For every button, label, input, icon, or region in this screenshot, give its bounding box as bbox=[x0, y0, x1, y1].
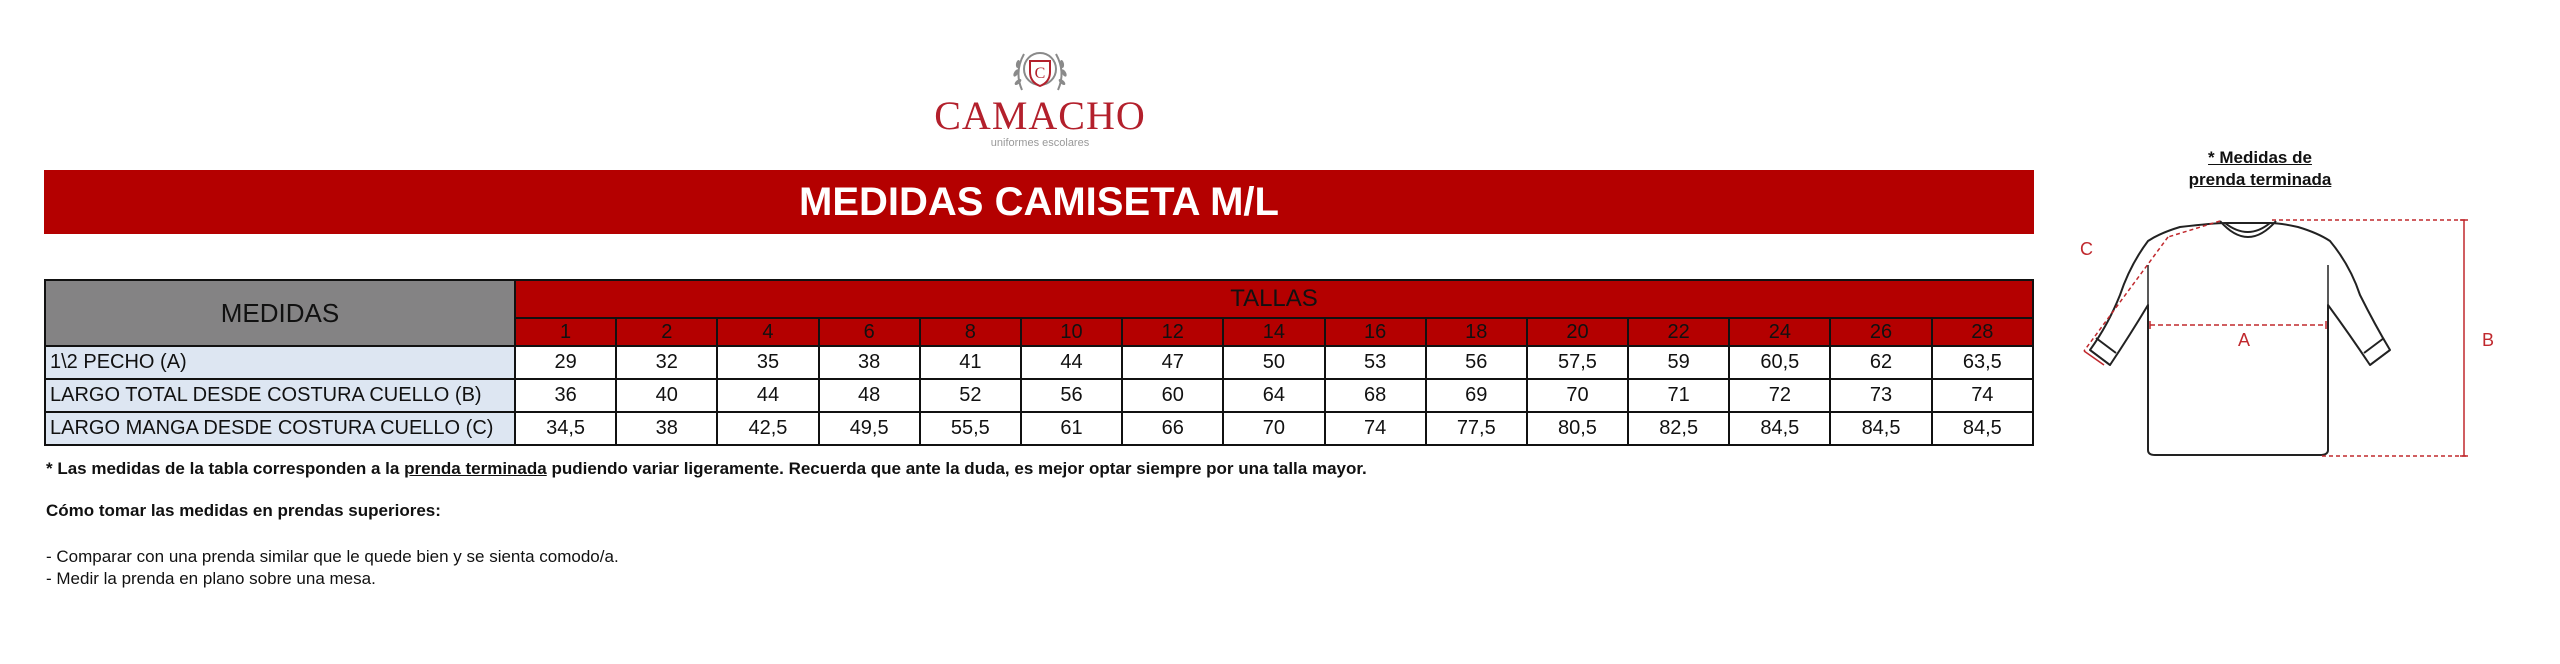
label-b: B bbox=[2482, 330, 2495, 350]
table-cell: 57,5 bbox=[1527, 346, 1628, 379]
table-cell: 70 bbox=[1527, 379, 1628, 412]
table-cell: 49,5 bbox=[819, 412, 920, 445]
table-cell: 48 bbox=[819, 379, 920, 412]
size-header-cell: 26 bbox=[1830, 318, 1931, 346]
svg-text:C: C bbox=[1034, 65, 1046, 82]
size-header-cell: 6 bbox=[819, 318, 920, 346]
size-header-cell: 8 bbox=[920, 318, 1021, 346]
size-header-cell: 14 bbox=[1223, 318, 1324, 346]
size-header-cell: 24 bbox=[1729, 318, 1830, 346]
row-label: LARGO MANGA DESDE COSTURA CUELLO (C) bbox=[45, 412, 515, 445]
tip-flat: - Medir la prenda en plano sobre una mesa. bbox=[46, 569, 376, 588]
table-cell: 61 bbox=[1021, 412, 1122, 445]
size-header-cell: 16 bbox=[1325, 318, 1426, 346]
row-label: 1\2 PECHO (A) bbox=[45, 346, 515, 379]
label-a: A bbox=[2238, 330, 2251, 350]
table-cell: 41 bbox=[920, 346, 1021, 379]
table-row bbox=[45, 412, 2033, 445]
table-cell: 77,5 bbox=[1426, 412, 1527, 445]
table-row bbox=[45, 379, 2033, 412]
brand-logo bbox=[930, 42, 1150, 152]
table-cell: 80,5 bbox=[1527, 412, 1628, 445]
table-cell: 60,5 bbox=[1729, 346, 1830, 379]
tip-compare: - Comparar con una prenda similar que le quede bien y se sienta comodo/a. bbox=[46, 547, 619, 566]
size-header-cell: 1 bbox=[515, 318, 616, 346]
label-c: C bbox=[2080, 239, 2093, 259]
how-to-measure-title: Cómo tomar las medidas en prendas superiores: bbox=[46, 501, 441, 520]
table-cell: 36 bbox=[515, 379, 616, 412]
table-cell: 70 bbox=[1223, 412, 1324, 445]
table-cell: 56 bbox=[1021, 379, 1122, 412]
table-cell: 68 bbox=[1325, 379, 1426, 412]
table-cell: 60 bbox=[1122, 379, 1223, 412]
size-header-cell: 22 bbox=[1628, 318, 1729, 346]
diagram-caption: * Medidas de prenda terminada bbox=[2188, 148, 2332, 189]
prenda-terminada-link: prenda terminada bbox=[404, 459, 547, 478]
table-cell: 38 bbox=[616, 412, 717, 445]
table-cell: 84,5 bbox=[1830, 412, 1931, 445]
size-chart-table bbox=[44, 279, 2034, 446]
table-cell: 71 bbox=[1628, 379, 1729, 412]
tshirt-diagram bbox=[2060, 205, 2530, 475]
table-cell: 74 bbox=[1932, 379, 2033, 412]
size-header-cell: 2 bbox=[616, 318, 717, 346]
table-cell: 40 bbox=[616, 379, 717, 412]
table-cell: 47 bbox=[1122, 346, 1223, 379]
table-cell: 44 bbox=[1021, 346, 1122, 379]
table-cell: 29 bbox=[515, 346, 616, 379]
table-cell: 64 bbox=[1223, 379, 1324, 412]
table-cell: 50 bbox=[1223, 346, 1324, 379]
table-cell: 63,5 bbox=[1932, 346, 2033, 379]
brand-name: CAMACHO bbox=[934, 93, 1146, 138]
size-header-cell: 12 bbox=[1122, 318, 1223, 346]
table-cell: 52 bbox=[920, 379, 1021, 412]
table-cell: 62 bbox=[1830, 346, 1931, 379]
table-cell: 38 bbox=[819, 346, 920, 379]
size-header-cell: 28 bbox=[1932, 318, 2033, 346]
table-cell: 35 bbox=[717, 346, 818, 379]
size-header-cell: 4 bbox=[717, 318, 818, 346]
table-cell: 34,5 bbox=[515, 412, 616, 445]
finished-garment-note: * Las medidas de la tabla corresponden a la prenda terminada pudiendo variar ligeramente. Recuerda que ante la duda, es mejor optar siempre por una talla mayor. bbox=[46, 459, 1367, 478]
table-cell: 74 bbox=[1325, 412, 1426, 445]
measures-header: MEDIDAS bbox=[45, 280, 515, 346]
table-cell: 44 bbox=[717, 379, 818, 412]
table-cell: 84,5 bbox=[1729, 412, 1830, 445]
table-cell: 42,5 bbox=[717, 412, 818, 445]
table-cell: 66 bbox=[1122, 412, 1223, 445]
table-cell: 84,5 bbox=[1932, 412, 2033, 445]
table-row bbox=[45, 346, 2033, 379]
brand-tagline: uniformes escolares bbox=[990, 137, 1090, 149]
size-header-cell: 10 bbox=[1021, 318, 1122, 346]
table-cell: 82,5 bbox=[1628, 412, 1729, 445]
table-cell: 73 bbox=[1830, 379, 1931, 412]
table-cell: 69 bbox=[1426, 379, 1527, 412]
table-cell: 53 bbox=[1325, 346, 1426, 379]
table-cell: 32 bbox=[616, 346, 717, 379]
table-cell: 72 bbox=[1729, 379, 1830, 412]
size-header-cell: 20 bbox=[1527, 318, 1628, 346]
sizes-header: TALLAS bbox=[515, 280, 2033, 318]
row-label: LARGO TOTAL DESDE COSTURA CUELLO (B) bbox=[45, 379, 515, 412]
table-cell: 59 bbox=[1628, 346, 1729, 379]
size-header-cell: 18 bbox=[1426, 318, 1527, 346]
page-title: MEDIDAS CAMISETA M/L bbox=[44, 170, 2034, 234]
table-cell: 56 bbox=[1426, 346, 1527, 379]
laurel-crest-icon bbox=[1008, 42, 1072, 96]
table-cell: 55,5 bbox=[920, 412, 1021, 445]
